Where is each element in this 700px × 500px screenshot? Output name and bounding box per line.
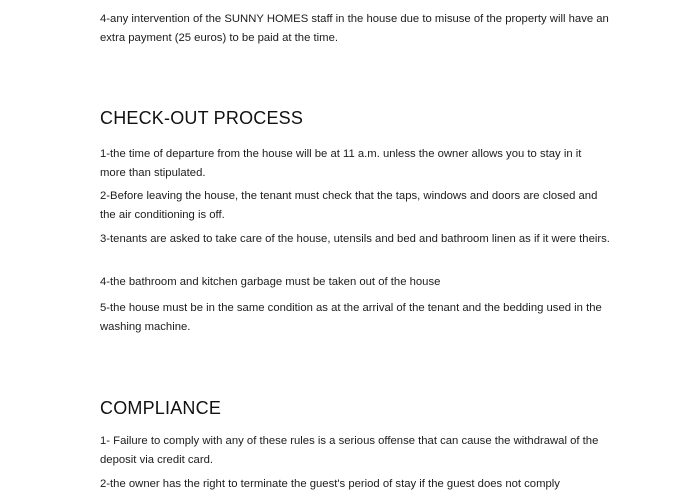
checkout-item-5: 5-the house must be in the same condition as at the arrival of the tenant and the bedding used in the washing machine. bbox=[100, 302, 602, 333]
compliance-heading: COMPLIANCE bbox=[100, 398, 222, 418]
checkout-item-1: 1-the time of departure from the house will be at 11 a.m. unless the owner allows you to stay in it more than stipulated. bbox=[100, 148, 582, 179]
checkout-item-4: 4-the bathroom and kitchen garbage must be taken out of the house bbox=[100, 276, 441, 288]
compliance-item-2: 2-the owner has the right to terminate the guest's period of stay if the guest does not comply bbox=[100, 478, 560, 490]
checkout-item-3: 3-tenants are asked to take care of the house, utensils and bed and bathroom linen as if it were theirs. bbox=[100, 233, 610, 245]
checkout-item-2: 2-Before leaving the house, the tenant must check that the taps, windows and doors are closed and the air conditioning is off. bbox=[100, 190, 598, 221]
compliance-item-1: 1- Failure to comply with any of these rules is a serious offense that can cause the withdrawal of the deposit via credit card. bbox=[100, 435, 599, 466]
checkout-heading: CHECK-OUT PROCESS bbox=[100, 108, 304, 128]
misuse-fee-paragraph: 4-any intervention of the SUNNY HOMES staff in the house due to misuse of the property will have an extra payment (25 euros) to be paid at the time. bbox=[100, 13, 609, 44]
